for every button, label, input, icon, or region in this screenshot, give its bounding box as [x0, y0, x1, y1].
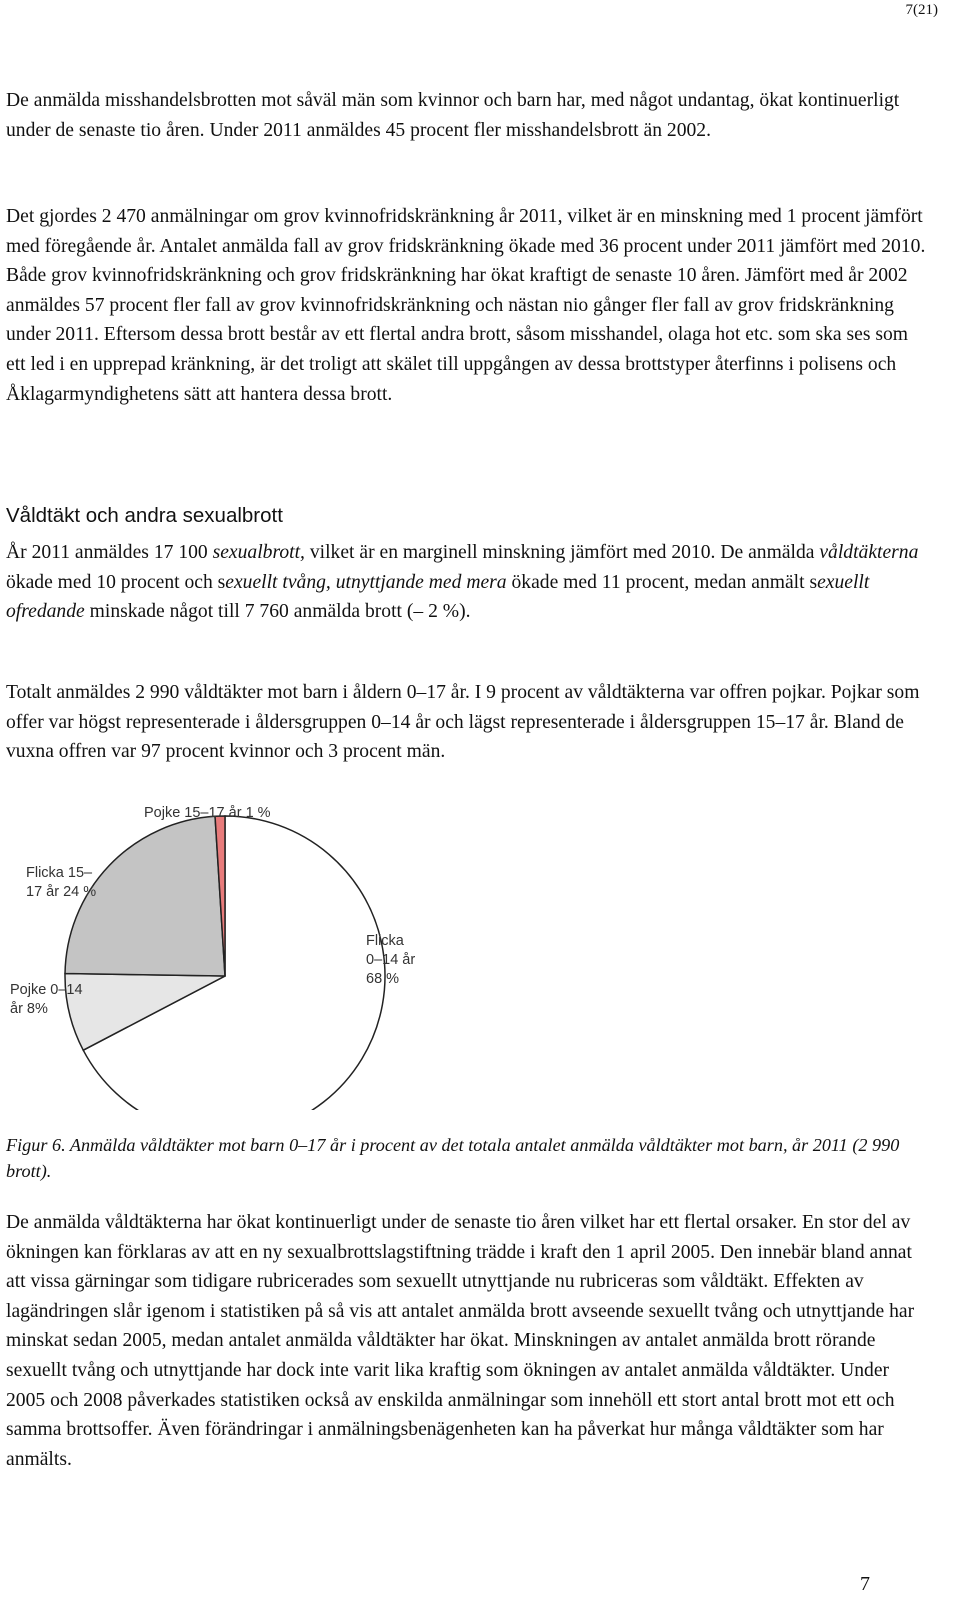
- p3-emphasis-3: exuellt tvång, utnyttjande med mera: [225, 571, 507, 593]
- pie-label-pojke-0-14-line: år 8%: [10, 1001, 48, 1017]
- pie-chart: [0, 800, 500, 1110]
- pie-label-flicka-0-14-line: Flicka: [366, 933, 404, 949]
- pie-label-flicka-15-17: [26, 865, 96, 900]
- pie-label-pojke-15-17: [144, 805, 271, 821]
- p3-text-1: År 2011 anmäldes 17 100: [6, 542, 213, 563]
- pie-label-pojke-15-17-line: Pojke 15–17 år 1 %: [144, 805, 271, 821]
- p3-text-3: ökade med 10 procent och s: [6, 571, 226, 593]
- paragraph-kvinnofridskrankning: Det gjordes 2 470 anmälningar om grov kvinnofridskränkning år 2011, vilket är en minskning med 1 procent jämfört med föregående år. Antalet anmälda fall av grov fridskränkning ökade med 36 procent under 2011 jämfört med 2010. Både grov kvinnofridskränkning och grov fridskränkning har ökat kraftigt de senaste 10 åren. Jämfört med år 2002 anmäldes 57 procent fler fall av grov kvinnofridskränkning och nästan nio gånger fler fall av grov fridskränkning under 2011. Eftersom dessa brott består av ett flertal andra brott, såsom misshandel, olaga hot etc. som ska ses som ett led i en upprepad kränkning, är det troligt att skälet till uppgången av dessa brottstyper återfinns i polisens och Åklagarmyndighetens sätt att hantera dessa brott.: [6, 206, 926, 405]
- paragraph-valdtakt-barn: Totalt anmäldes 2 990 våldtäkter mot barn i åldern 0–17 år. I 9 procent av våldtäkterna var offren pojkar. Pojkar som offer var högst representerade i åldersgruppen 0–14 år och lägst representerade i åldersgruppen 15–17 år. Bland de vuxna offren var 97 procent kvinnor och 3 procent män.: [6, 682, 920, 763]
- p3-emphasis-1: sexualbrott,: [212, 542, 305, 563]
- page-indicator: 7(21): [905, 2, 938, 18]
- p3-text-2: vilket är en marginell minskning jämfört med 2010. De anmälda: [304, 542, 820, 563]
- p3-emphasis-2: våldtäkterna: [819, 542, 919, 563]
- page-number: 7: [860, 1573, 870, 1595]
- pie-label-flicka-0-14-line: 68 %: [366, 971, 400, 987]
- pie-label-flicka-15-17-line: 17 år 24 %: [26, 884, 97, 900]
- section-heading: Våldtäkt och andra sexualbrott: [6, 504, 283, 527]
- pie-label-flicka-0-14-line: 0–14 år: [366, 952, 416, 968]
- paragraph-misshandel: De anmälda misshandelsbrotten mot såväl män som kvinnor och barn har, med något undantag, ökat kontinuerligt under de senaste tio åren. Under 2011 anmäldes 45 procent fler misshandelsbrott än 2002.: [6, 90, 900, 141]
- pie-label-flicka-15-17-line: Flicka 15–: [26, 865, 93, 881]
- paragraph-sexualbrott: [6, 538, 926, 627]
- pie-label-pojke-0-14-line: Pojke 0–14: [10, 982, 83, 998]
- p3-emphasis-4: exuellt ofredande: [6, 571, 870, 623]
- p3-text-5: minskade något till 7 760 anmälda brott (– 2 %).: [84, 601, 471, 623]
- figure-caption: Figur 6. Anmälda våldtäkter mot barn 0–17 år i procent av det totala antalet anmälda våldtäkter mot barn, år 2011 (2 990 brott).: [6, 1135, 900, 1181]
- p3-text-4: ökade med 11 procent, medan anmält s: [506, 571, 818, 593]
- paragraph-valdtakt-orsaker: De anmälda våldtäkterna har ökat kontinuerligt under de senaste tio åren vilket har ett flertal orsaker. En stor del av ökningen kan förklaras av att en ny sexualbrottslagstiftning trädde i kraft den 1 april 2005. Den innebär bland annat att vissa gärningar som tidigare rubricerades som sexuellt utnyttjande nu rubriceras som våldtäkt. Effekten av lagändringen slår igenom i statistiken på så vis att antalet anmälda brott avseende sexuellt tvång och utnyttjande har minskat sedan 2005, medan antalet anmälda våldtäkter har ökat. Minskningen av antalet anmälda brott rörande sexuellt tvång och utnyttjande har dock inte varit lika kraftig som ökningen av antalet anmälda våldtäkter. Under 2005 och 2008 påverkades statistiken också av enskilda anmälningar som innehöll ett stort antal brott mot ett och samma brottsoffer. Även förändringar i anmälningsbenägenheten kan ha påverkat hur många våldtäkter som har anmälts.: [6, 1212, 915, 1470]
- pie-label-flicka-0-14: [366, 933, 415, 987]
